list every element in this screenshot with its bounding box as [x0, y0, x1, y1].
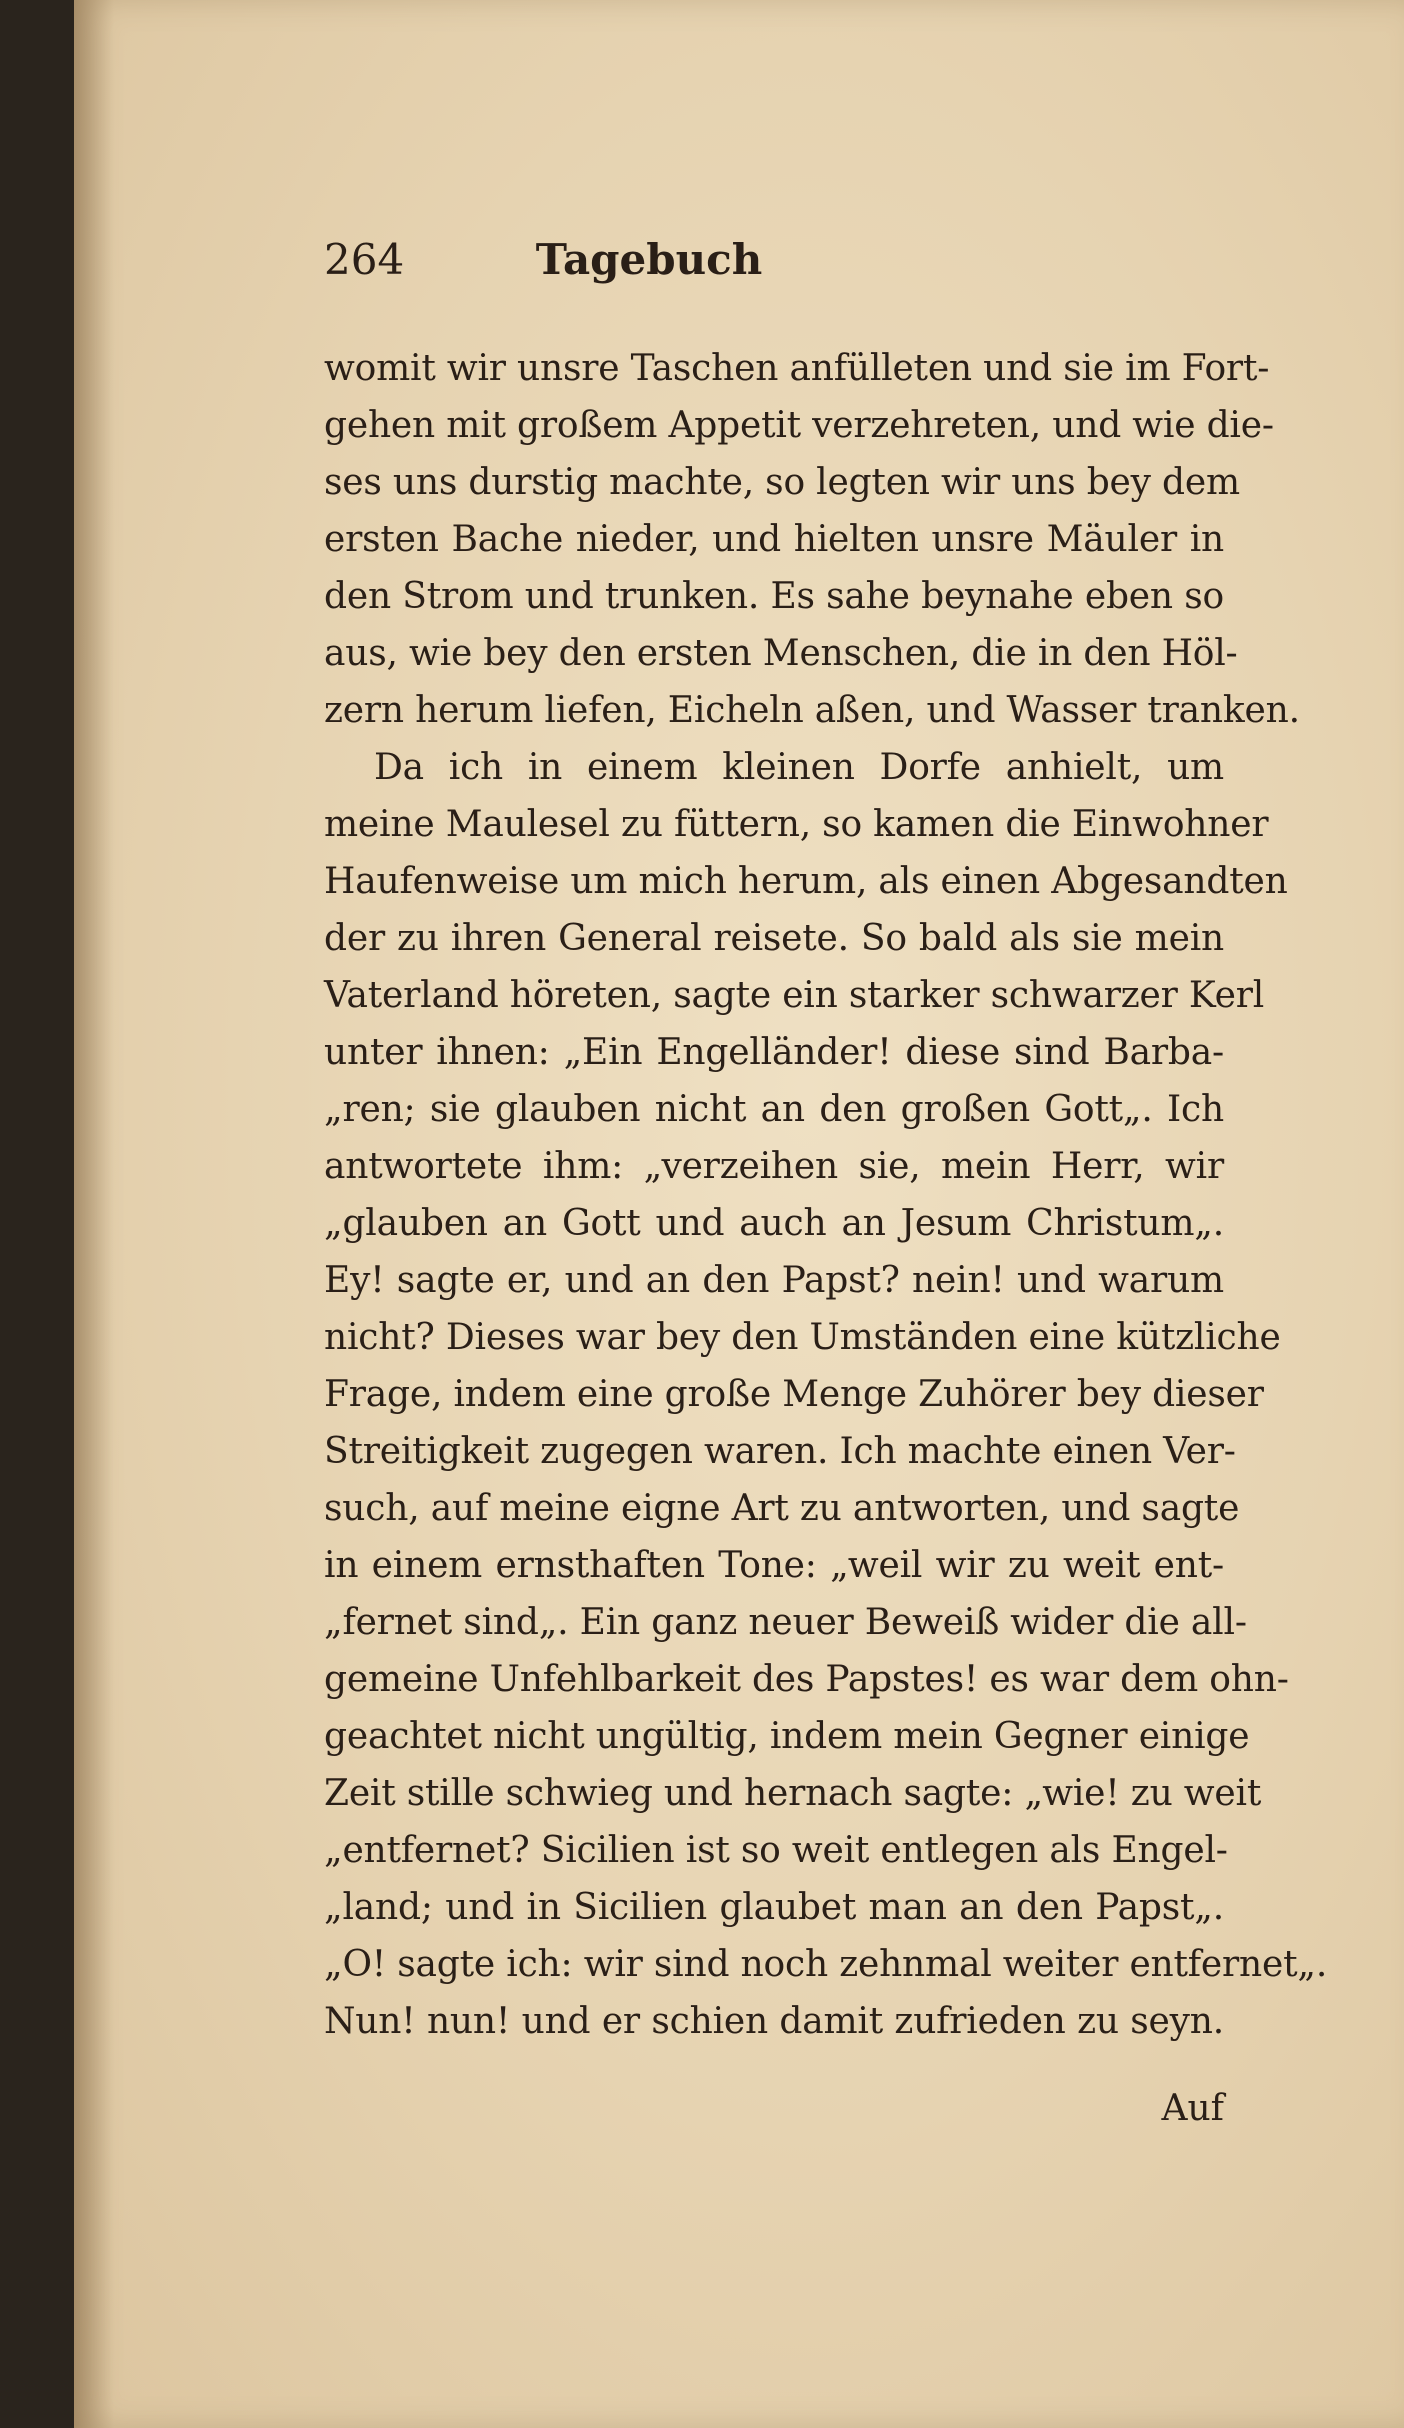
body-text: [324, 340, 1328, 2050]
text-line: der zu ihren General reisete. So bald als sie mein: [324, 918, 1224, 959]
text-line: den Strom und trunken. Es sahe beynahe eben so: [324, 576, 1224, 617]
text-line: Haufenweise um mich herum, als einen Abgesandten: [324, 861, 1288, 902]
catchword: Auf: [1161, 2088, 1224, 2129]
text-line: geachtet nicht ungültig, indem mein Gegner einige: [324, 1716, 1250, 1757]
text-line: „ren; sie glauben nicht an den großen Gott„. Ich: [324, 1089, 1224, 1130]
text-line: Vaterland höreten, sagte ein starker schwarzer Kerl: [324, 975, 1265, 1016]
page-number: 264: [324, 235, 405, 284]
text-line: nicht? Dieses war bey den Umständen eine kützliche: [324, 1317, 1281, 1358]
text-line: Da ich in einem kleinen Dorfe anhielt, um: [374, 747, 1224, 788]
text-block: [324, 220, 1328, 2129]
text-line: ses uns durstig machte, so legten wir uns bey dem: [324, 462, 1240, 503]
text-line: womit wir unsre Taschen anfülleten und sie im Fort-: [324, 348, 1270, 389]
running-title: Tagebuch: [535, 235, 763, 284]
text-line: „O! sagte ich: wir sind noch zehnmal weiter entfernet„.: [324, 1944, 1328, 1985]
text-line: Ey! sagte er, und an den Papst? nein! und warum: [324, 1260, 1224, 1301]
text-line: „glauben an Gott und auch an Jesum Christum„.: [324, 1203, 1224, 1244]
text-line: meine Maulesel zu füttern, so kamen die Einwohner: [324, 804, 1269, 845]
text-line: antwortete ihm: „verzeihen sie, mein Herr, wir: [324, 1146, 1224, 1187]
running-head: [324, 220, 1324, 300]
text-line: „land; und in Sicilien glaubet man an den Papst„.: [324, 1887, 1224, 1928]
text-line: gehen mit großem Appetit verzehreten, und wie die-: [324, 405, 1274, 446]
text-line: in einem ernsthaften Tone: „weil wir zu weit ent-: [324, 1545, 1224, 1586]
text-line: ersten Bache nieder, und hielten unsre Mäuler in: [324, 519, 1224, 560]
text-line: aus, wie bey den ersten Menschen, die in den Höl-: [324, 633, 1238, 674]
text-line: such, auf meine eigne Art zu antworten, und sagte: [324, 1488, 1240, 1529]
text-line: Streitigkeit zugegen waren. Ich machte einen Ver-: [324, 1431, 1236, 1472]
text-line: zern herum liefen, Eicheln aßen, und Wasser tranken.: [324, 690, 1300, 731]
text-line: Nun! nun! und er schien damit zufrieden zu seyn.: [324, 2001, 1224, 2042]
book-page: [74, 0, 1404, 2428]
text-line: gemeine Unfehlbarkeit des Papstes! es war dem ohn-: [324, 1659, 1289, 1700]
text-line: Zeit stille schwieg und hernach sagte: „wie! zu weit: [324, 1773, 1262, 1814]
text-line: unter ihnen: „Ein Engelländer! diese sind Barba-: [324, 1032, 1224, 1073]
text-line: „fernet sind„. Ein ganz neuer Beweiß wider die all-: [324, 1602, 1247, 1643]
text-line: Frage, indem eine große Menge Zuhörer bey dieser: [324, 1374, 1264, 1415]
text-line: „entfernet? Sicilien ist so weit entlegen als Engel-: [324, 1830, 1228, 1871]
